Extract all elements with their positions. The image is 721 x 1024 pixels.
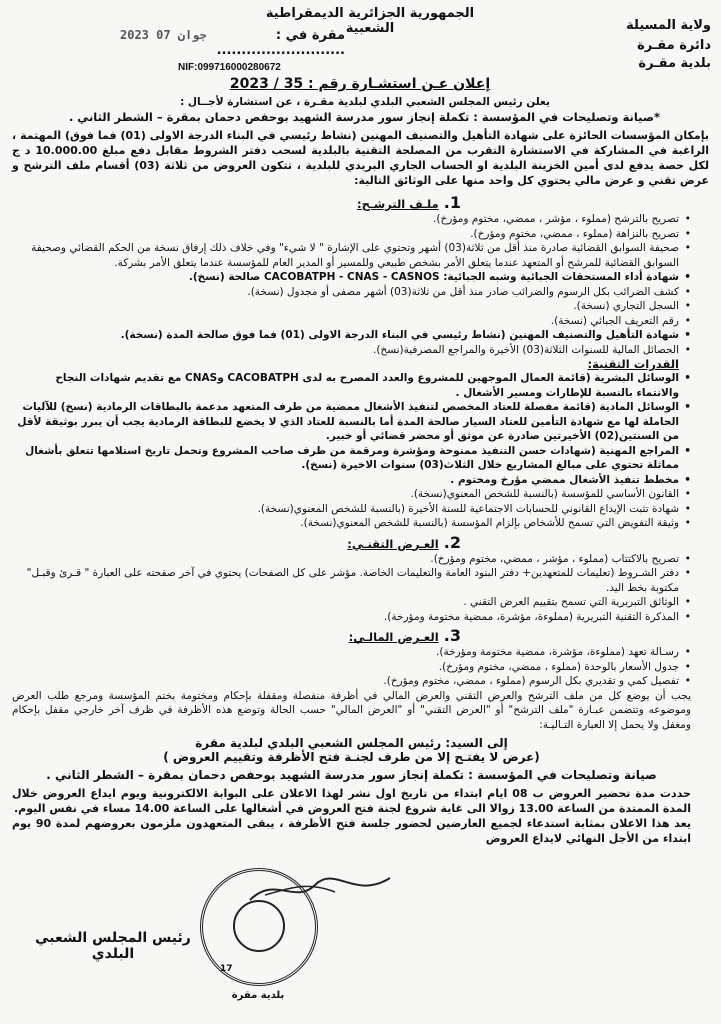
list-item: • تصريح بالترشح (مملوء ، مؤشر ، ممضي، مختوم ومؤرخ). <box>12 212 691 227</box>
candidacy-title: ملـف الترشـح: <box>357 197 439 211</box>
list-item: • شهادة تثبت الإيداع القانوني للحسابات الاجتماعية للسنة الأخيرة (بالنسبة للشخص المعنوي(نسخة). <box>12 502 691 517</box>
list-item: • السجل التجاري (نسخة). <box>12 299 691 314</box>
handwritten-date: 2023 جوان 07 <box>120 28 207 42</box>
addressee-notice: (عرض لا يفتـح إلا من طرف لجنـة فتح الأظرفة وتقييم العروض ) <box>163 750 540 764</box>
list-item: • الحصائل المالية للسنوات الثلاثة(03) الأخيرة والمراجع المصرفية(نسخ). <box>12 343 691 358</box>
project-title: *صيانة وتصليحات في المؤسسة : تكملة إنجاز سور مدرسة الشهيد بوحفص دحمان بمقرة – الشطر الثاني . <box>68 110 660 124</box>
intro-paragraph: بإمكان المؤسسات الحائزة على شهادة التأهيل والتصنيف المهنين (نشاط رئيسي في البناء الدرجة الاولى (01) فما فوق) المهتمة ، الراغبة في المشاركة في الاستشارة التقرب من المصلحة التقنية بالبلدية لسحب دفتر الشروط مقابل دفع مبلغ 10.000.00 د ج لكل حصة يدفع لدى أمين الخزينة البلدية او الحساب الجاري البريدي للبلدية ، تتكون العروض من ثلاثة (03) أقسام ملف الترشح و عرض تقني و عرض مالي يحتوي كل واحد منها على الوثائق التالية: <box>12 129 709 187</box>
list-item: • شهادة التأهيل والتصنيف المهنين (نشاط رئيسي في البناء الدرجة الاولى (01) فما فوق صالحة المدة (نسخة). <box>12 328 691 343</box>
technical-list <box>12 552 691 625</box>
invitation-paragraph: يعد هذا الاعلان بمثابة استدعاء لجميع العارضين لحضور جلسة فتح الأظرفة ، يبقى المتعهدون ملزمون بعروضهم لمدة 90 يوم ابتداء من الأجل النهائي لايداع العروض <box>12 817 692 845</box>
financial-title: العـرض المالـي: <box>348 630 439 644</box>
list-item: • رقم التعريف الجبائي (نسخة). <box>12 314 691 329</box>
capacities-title: القدرات التقنية: <box>587 357 679 371</box>
daira-label: دائرة مقـرة <box>637 38 711 53</box>
list-item: • وثيقة التفويض التي تسمح للأشخاص بإلزام المؤسسة (بالنسبة للشخص المعنوي(نسخة). <box>12 516 691 531</box>
technical-title: العـرض التقنـي: <box>347 536 439 551</box>
wilaya-label: ولاية المسيلة <box>626 18 711 33</box>
list-item: • صحيفة السوابق القضائية صادرة منذ أقل من ثلاثة(03) أشهر وتحتوي على الإشارة " لا شيء" وفي خلاف ذلك إرفاق نسخة من الحكم القضائي وصحيفة السوابق القضائية للمرشح أو المتعهد عندما يتعلق الأمر بشخص طبيعي وللمسير أو المدير العام للمؤسسة عندما يتعلق الأمر بشركة. <box>12 241 691 270</box>
list-item: • المراجع المهنية (شهادات حسن التنفيذ ممنوحة ومؤشرة ومرقمة من طرف صاحب المشروع وتحمل تاريخ استلامها تتعلق بأشغال مماثلة تحتوي على مبالغ المشاريع خلال الثلاث(03) سنوات الاخيرة (نسخ). <box>12 444 691 473</box>
list-item: • القانون الأساسي للمؤسسة (بالنسبة للشخص المعنوي(نسخة). <box>12 487 691 502</box>
list-item: • تصريح بالاكتتاب (مملوء ، مؤشر ، ممضي، مختوم ومؤرخ). <box>12 552 691 567</box>
list-item: • رسـالة تعهد (مملوءة، مؤشرة، ممضية مختومة ومؤرخة). <box>12 645 691 660</box>
deadline-paragraph: حددت مدة تحضير العروض ب 08 ايام ابتداء من تاريخ اول نشر لهذا الاعلان على البوابة الالكترونية ويوم ايداع العروض خلال المدة الممتدة من الساعة 13.00 زوالا الى غاية شروع لجنة فتح العروض في أشغالها على الساعة 14.00 مساء في نفس اليوم. <box>12 787 691 815</box>
envelope-paragraph: يجب أن يوضع كل من ملف الترشح والعرض التقني والعرض المالي في أظرفة منفصلة ومقفلة بإحكام ومختومة بختم المؤسسة ومرجع طلب العرض وموضوعه وتتضمن عبـارة "ملف الترشح" أو "العرض التقني" أو "العرض المالي" حسب الحالة وتوضع هذه الأظرفة في ظرف آخر خارجي مقفل بإحكام ومغفل ولا يحمل إلا العبارة التـاليـة: <box>12 689 691 731</box>
list-item: • جدول الأسعار بالوحدة (مملوء ، ممضي، مختوم ومؤرخ). <box>12 660 691 675</box>
candidacy-list <box>12 212 691 357</box>
nif-number: NIF:099716000280672 <box>178 62 281 73</box>
list-item: • تفصيل كمي و تقديري بكل الرسوم (مملوء ، ممضي، مختوم ومؤرخ). <box>12 674 691 689</box>
stamp-text: بلدية مقرة <box>231 990 285 1001</box>
signature-title: رئيس المجلس الشعبي البلدي <box>35 930 191 962</box>
list-item: • تصريح بالنزاهة (مملوء ، ممضي، مختوم ومؤرخ). <box>12 227 691 242</box>
announcement-title: إعلان عـن استشـارة رقم : 35 / 2023 <box>229 76 491 92</box>
technical-num: 2. <box>443 532 461 552</box>
list-item: • المذكرة التقنية التبريرية (مملوءة، مؤشرة، ممضية مختومة ومؤرخة). <box>12 610 691 625</box>
list-item: • كشف الضرائب بكل الرسوم والضرائب صادر منذ أقل من ثلاثة(03) أشهر مصفى أو مجدول (نسخة). <box>12 285 691 300</box>
list-item: • مخطط تنفيذ الأشغال ممضي مؤرخ ومختوم . <box>12 473 691 488</box>
location-line: مقرة في : .......................... <box>216 28 345 58</box>
capacities-list <box>12 371 691 531</box>
list-item: • الوسائل المادية (قائمة مفصلة للعتاد المخصص لتنفيذ الأشغال ممضية من طرف المتعهد مدعمة بالبطاقات الرمادية (نسخ) للآليات الحاملة لها مع شهادة التأمين للعتاد السيار صالحة المدة أما بالنسبة للعتاد الذي لا يخضع للبطاقة الرمادية يجب أن يبرر بوثيقة لأقل من السنتين(02) الأخيرتين صادرة عن موثق أو محضر قضائي أو خبير. <box>12 400 691 444</box>
handwritten-signature <box>245 870 395 910</box>
list-item: • شهادة أداء المستحقات الجبائية وشبه الجبائية: CACOBATPH - CNAS - CASNOS صالحة (نسخ). <box>12 270 691 285</box>
list-item: • دفتر الشـروط (تعليمات للمتعهدين+ دفتر البنود العامة والتعليمات الخاصة. مؤشر على كل الصفحات) يحتوي في آخر صفحته على العبارة " قـرئ وقبـل" مكتوبة بخط اليد. <box>12 566 691 595</box>
list-item: • الوسائل البشرية (قائمة العمال الموجهين للمشروع والعدد المصرح به لدى CACOBATPH وCNAS مع تقديم شهادات النجاح والانتماء بالنسبة للإطارات ومسير الأشغال . <box>12 371 691 400</box>
stamp-number: 17 <box>220 964 233 974</box>
announcement-subtitle: يعلن رئيس المجلس الشعبي البلدي لبلدية مقـرة ، عن استشارة لأجــال : <box>180 96 550 108</box>
candidacy-section <box>12 193 691 846</box>
financial-num: 3. <box>443 626 461 645</box>
baladiya-label: بلدية مقـرة <box>638 56 711 71</box>
republic-title: الجمهورية الجزائرية الديمقراطية الشعبية <box>265 6 475 36</box>
candidacy-num: 1. <box>443 193 461 212</box>
addressee-project: صيانة وتصليحات في المؤسسة : تكملة إنجاز سور مدرسة الشهيد بوحفص دحمان بمقرة – الشطر الثاني . <box>46 768 657 782</box>
list-item: • الوثائق التبريرية التي تسمح بتقييم العرض التقني . <box>12 595 691 610</box>
financial-list <box>12 645 691 689</box>
addressee-line: إلى السيد: رئيس المجلس الشعبي البلدي لبلدية مقرة <box>195 736 508 750</box>
